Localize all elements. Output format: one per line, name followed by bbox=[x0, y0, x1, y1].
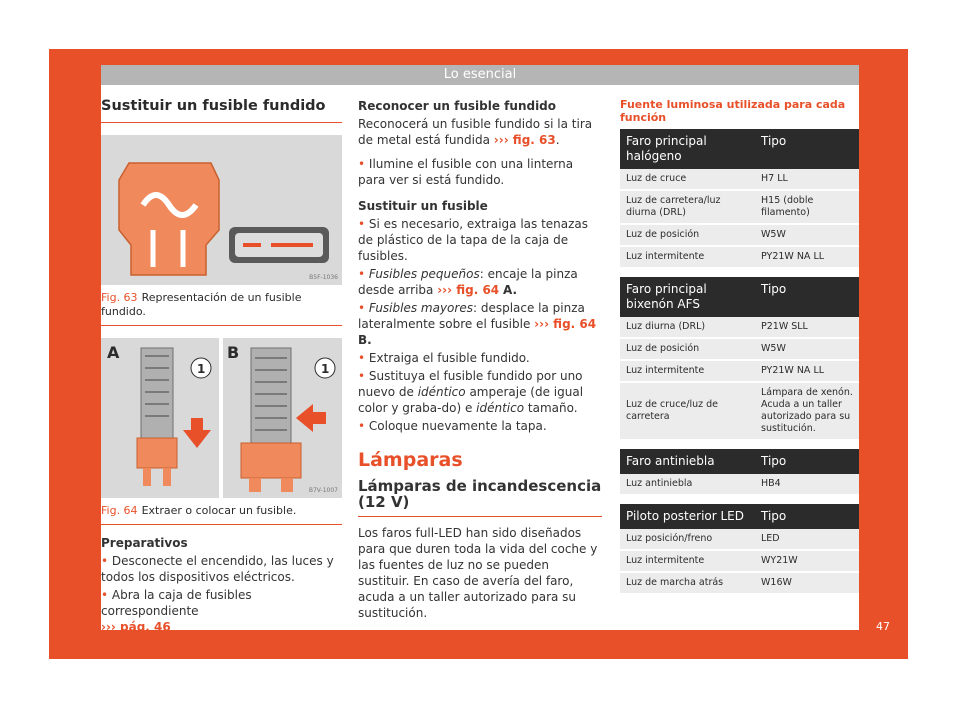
column-3 bbox=[620, 98, 859, 595]
table-cell: Luz intermitente bbox=[620, 550, 755, 572]
table-row bbox=[620, 550, 859, 572]
caption-text: Representación de un fusible fundido. bbox=[101, 291, 302, 318]
lamp-table bbox=[620, 504, 859, 595]
table-header: Tipo bbox=[755, 277, 859, 317]
lamp-table bbox=[620, 449, 859, 496]
table-cell: W5W bbox=[755, 338, 859, 360]
table-cell: Luz de cruce/luz de carretera bbox=[620, 382, 755, 440]
table-cell: Luz de posición bbox=[620, 338, 755, 360]
table-cell: Lámpara de xenón. Acuda a un taller autorizado para su sustitución. bbox=[755, 382, 859, 440]
table-cell: Luz intermitente bbox=[620, 360, 755, 382]
table-header: Tipo bbox=[755, 129, 859, 169]
figure-64-caption bbox=[101, 504, 342, 525]
column-2 bbox=[358, 98, 602, 621]
table-row bbox=[620, 338, 859, 360]
table-row bbox=[620, 246, 859, 268]
table-row bbox=[620, 169, 859, 190]
subhead-preparativos: Preparativos bbox=[101, 536, 188, 550]
caption-text: Extraer o colocar un fusible. bbox=[141, 504, 297, 517]
table-cell: Luz de posición bbox=[620, 224, 755, 246]
table-cell: PY21W NA LL bbox=[755, 246, 859, 268]
page-reference-link[interactable]: ››› pág. 46 bbox=[101, 620, 171, 634]
table-header-row bbox=[620, 129, 859, 169]
lamp-tables bbox=[620, 129, 859, 595]
table-header: Piloto posterior LED bbox=[620, 504, 755, 529]
table-header: Tipo bbox=[755, 449, 859, 474]
label-a: A bbox=[107, 343, 120, 362]
table-section-title: Fuente luminosa utilizada para cada función bbox=[620, 98, 846, 124]
table-row bbox=[620, 190, 859, 224]
table-header: Faro principal bixenón AFS bbox=[620, 277, 755, 317]
figure-63-caption bbox=[101, 291, 342, 326]
table-cell: Luz de cruce bbox=[620, 169, 755, 190]
blown-fuse-illustration bbox=[101, 135, 342, 285]
list-item: • Fusibles pequeños: encaje la pinza desde arriba ››› fig. 64 A. bbox=[358, 267, 578, 297]
chapter-header: Lo esencial bbox=[101, 65, 859, 85]
table-row bbox=[620, 224, 859, 246]
callout-1b: 1 bbox=[321, 362, 330, 376]
table-cell: Luz diurna (DRL) bbox=[620, 317, 755, 338]
figure-code: B7V-1007 bbox=[308, 487, 338, 494]
table-header: Faro principal halógeno bbox=[620, 129, 755, 169]
section-title: Sustituir un fusible fundido bbox=[101, 98, 342, 123]
list-item: • Fusibles mayores: desplace la pinza lateralmente sobre el fusible ››› fig. 64 B. bbox=[358, 301, 597, 347]
table-cell: PY21W NA LL bbox=[755, 360, 859, 382]
table-row bbox=[620, 382, 859, 440]
callout-1: 1 bbox=[197, 362, 206, 376]
figure-number: Fig. 64 bbox=[101, 504, 138, 517]
table-cell: W16W bbox=[755, 572, 859, 594]
table-cell: Luz de carretera/luz diurna (DRL) bbox=[620, 190, 755, 224]
table-cell: HB4 bbox=[755, 474, 859, 495]
heading-lamparas: Lámparas bbox=[358, 449, 463, 471]
lamp-table bbox=[620, 277, 859, 441]
figure-reference-link[interactable]: ››› fig. 64 bbox=[437, 283, 500, 297]
table-cell: H15 (doble filamento) bbox=[755, 190, 859, 224]
lamp-table bbox=[620, 129, 859, 269]
subhead-reconocer: Reconocer un fusible fundido bbox=[358, 99, 557, 113]
table-header: Faro antiniebla bbox=[620, 449, 755, 474]
list-item: • Coloque nuevamente la tapa. bbox=[358, 419, 547, 433]
paragraph: Los faros full-LED han sido diseñados para que duren toda la vida del coche y las fuentes de luz no se pueden sustituir. En caso de avería del faro, acuda a un taller autorizado para su sustitución. bbox=[358, 526, 598, 620]
list-item: • Desconecte el encendido, las luces y todos los dispositivos eléctricos. bbox=[101, 554, 334, 584]
list-item: • Extraiga el fusible fundido. bbox=[358, 351, 530, 365]
table-header-row bbox=[620, 449, 859, 474]
table-header-row bbox=[620, 504, 859, 529]
table-cell: H7 LL bbox=[755, 169, 859, 190]
figure-63 bbox=[101, 135, 342, 285]
table-header: Tipo bbox=[755, 504, 859, 529]
table-header-row bbox=[620, 277, 859, 317]
table-row bbox=[620, 474, 859, 495]
heading-incandescencia: Lámparas de incandescencia (12 V) bbox=[358, 478, 602, 517]
paragraph: Reconocerá un fusible fundido si la tira de metal está fundida ››› fig. 63. bbox=[358, 117, 593, 147]
figure-reference-link[interactable]: ››› fig. 64 bbox=[534, 317, 597, 331]
table-cell: WY21W bbox=[755, 550, 859, 572]
list-item: • Abra la caja de fusibles correspondiente ››› pág. 46 bbox=[101, 588, 252, 634]
table-cell: W5W bbox=[755, 224, 859, 246]
table-row bbox=[620, 317, 859, 338]
table-cell: P21W SLL bbox=[755, 317, 859, 338]
subhead-sustituir: Sustituir un fusible bbox=[358, 199, 488, 213]
table-row bbox=[620, 360, 859, 382]
preparations bbox=[101, 535, 342, 635]
figure-reference-link[interactable]: ››› fig. 63 bbox=[493, 133, 556, 147]
table-row bbox=[620, 572, 859, 594]
list-item: • Si es necesario, extraiga las tenazas de plástico de la tapa de la caja de fusibles. bbox=[358, 217, 589, 263]
table-cell: Luz intermitente bbox=[620, 246, 755, 268]
table-cell: Luz de marcha atrás bbox=[620, 572, 755, 594]
figure-code: B5F-1036 bbox=[309, 274, 338, 281]
column-1 bbox=[101, 98, 342, 635]
figure-number: Fig. 63 bbox=[101, 291, 138, 304]
label-b: B bbox=[227, 343, 240, 362]
list-item: • Ilumine el fusible con una linterna para ver si está fundido. bbox=[358, 157, 574, 187]
table-cell: Luz posición/freno bbox=[620, 529, 755, 550]
table-row bbox=[620, 529, 859, 550]
table-cell: Luz antiniebla bbox=[620, 474, 755, 495]
page-number: 47 bbox=[876, 620, 890, 633]
list-item: • Sustituya el fusible fundido por uno nuevo de idéntico amperaje (de igual color y graba-do) e idéntico tamaño. bbox=[358, 369, 584, 415]
figure-64 bbox=[101, 338, 342, 498]
table-cell: LED bbox=[755, 529, 859, 550]
fuse-removal-illustration bbox=[101, 338, 342, 498]
